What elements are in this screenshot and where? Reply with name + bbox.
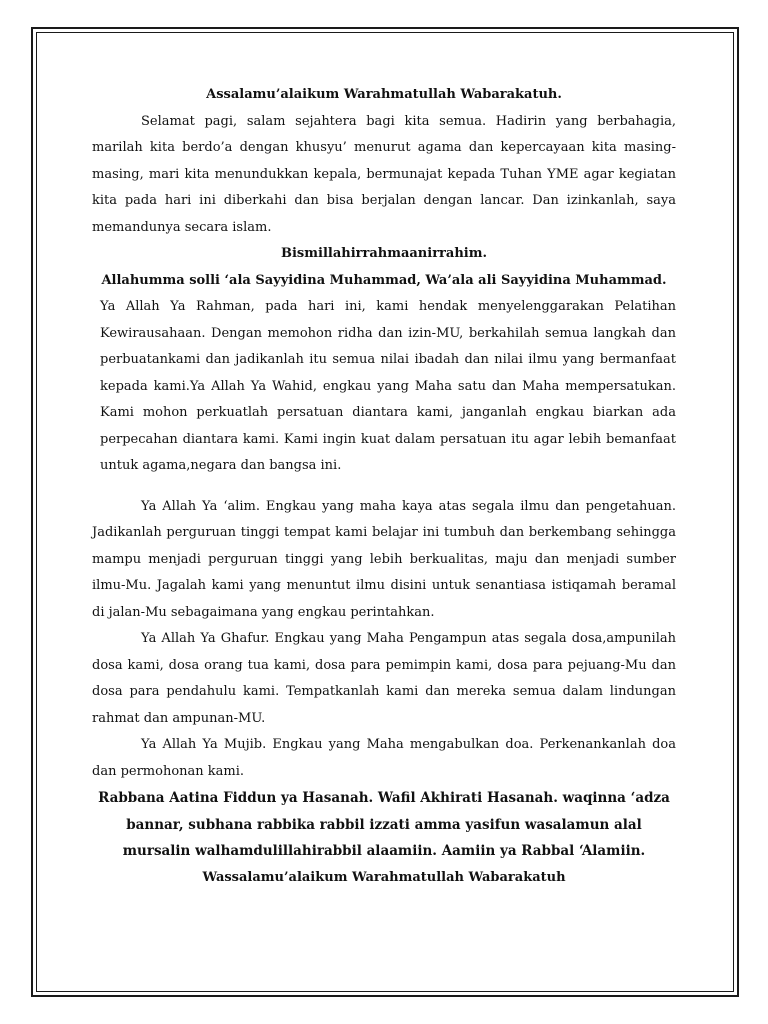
paragraph-spacer xyxy=(92,480,676,494)
prayer-paragraph-1: Ya Allah Ya Rahman, pada hari ini, kami hendak menyelenggarakan Pelatihan Kewirausahaan. Dengan memohon ridha dan izin-MU, berkahilah semua langkah dan perbuatankami dan jadikanlah itu semua nilai ibadah dan nilai ilmu yang bermanfaat kepada kami.Ya Allah Ya Wahid, engkau yang Maha satu dan Maha mempersatukan. Kami mohon perkuatlah persatuan diantara kami, janganlah engkau biarkan ada perpecahan diantara kami. Kami ingin kuat dalam persatuan itu agar lebih bemanfaat untuk agama,negara dan bangsa ini. xyxy=(100,299,676,473)
prayer-paragraph-2: Ya Allah Ya ‘alim. Engkau yang maha kaya atas segala ilmu dan pengetahuan. Jadikanlah perguruan tinggi tempat kami belajar ini tumbuh dan berkembang sehingga mampu menjadi perguruan tinggi yang lebih berkualitas, maju dan menjadi sumber ilmu-Mu. Jagalah kami yang menuntut ilmu disini untuk senantiasa istiqamah beramal di jalan-Mu sebagaimana yang engkau perintahkan. xyxy=(92,498,676,620)
document-body xyxy=(92,82,676,891)
opening-paragraph: Selamat pagi, salam sejahtera bagi kita semua. Hadirin yang berbahagia, marilah kita berdo’a dengan khusyu’ menurut agama dan kepercayaan kita masing-masing, mari kita menundukkan kepala, bermunajat kepada Tuhan YME agar kegiatan kita pada hari ini diberkahi dan bisa berjalan dengan lancar. Dan izinkanlah, saya memandunya secara islam. xyxy=(92,113,676,235)
greeting-heading: Assalamu’alaikum Warahmatullah Wabarakatuh. xyxy=(206,87,562,102)
shalawat-line: Allahumma solli ‘ala Sayyidina Muhammad, Wa’ala ali Sayyidina Muhammad. xyxy=(101,272,667,288)
farewell-line: Wassalamu’alaikum Warahmatullah Wabarakatuh xyxy=(202,869,566,885)
closing-prayer: Rabbana Aatina Fiddun ya Hasanah. Wafil Akhirati Hasanah. waqinna ‘adza bannar, subhana rabbika rabbil izzati amma yasifun wasalamun alal mursalin walhamdulillahirabbil alaamiin. Aamiin ya Rabbal ‘Alamiin. xyxy=(98,790,670,859)
prayer-paragraph-3: Ya Allah Ya Ghafur. Engkau yang Maha Pengampun atas segala dosa,ampunilah dosa kami, dosa orang tua kami, dosa para pemimpin kami, dosa para pejuang-Mu dan dosa para pendahulu kami. Tempatkanlah kami dan mereka semua dalam lindungan rahmat dan ampunan-MU. xyxy=(92,631,676,726)
prayer-paragraph-4: Ya Allah Ya Mujib. Engkau yang Maha mengabulkan doa. Perkenankanlah doa dan permohonan kami. xyxy=(92,737,676,779)
bismillah-line: Bismillahirrahmaanirrahim. xyxy=(281,246,487,261)
